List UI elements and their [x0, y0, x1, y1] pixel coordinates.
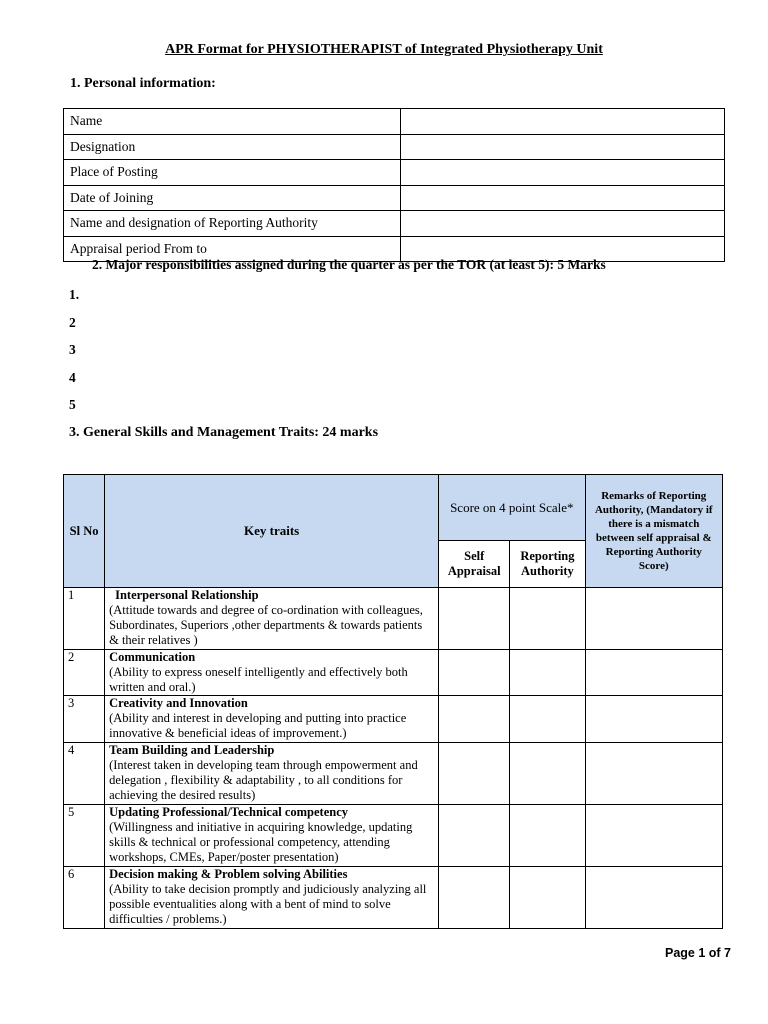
section-responsibilities-heading: 2. Major responsibilities assigned during the quarter as per the TOR (at least 5): 5 Marks — [92, 257, 606, 272]
reporting-authority-score-cell[interactable] — [510, 805, 585, 867]
responsibility-item: 1. — [69, 287, 80, 302]
header-reporting-authority: Reporting Authority — [510, 541, 585, 588]
trait-name: Decision making & Problem solving Abilities — [109, 867, 348, 881]
trait-cell — [105, 743, 439, 805]
info-value-field[interactable] — [401, 109, 725, 135]
trait-description: (Ability to express oneself intelligently and effectively both written and oral.) — [109, 665, 408, 694]
responsibilities-list — [69, 287, 79, 425]
self-appraisal-score-cell[interactable] — [439, 743, 510, 805]
personal-info-table — [63, 108, 725, 262]
trait-cell — [105, 650, 439, 696]
trait-row — [64, 867, 723, 929]
page-number: Page 1 of 7 — [665, 946, 731, 960]
info-label: Place of Posting — [64, 160, 401, 186]
trait-sl-no: 5 — [64, 805, 105, 867]
trait-description: (Ability to take decision promptly and judiciously analyzing all possible eventualities along with a bent of mind to solve difficulties / problems.) — [109, 882, 427, 926]
trait-row — [64, 588, 723, 650]
trait-description: (Ability and interest in developing and putting into practice innovative & beneficial ideas of improvement.) — [109, 711, 407, 740]
info-row — [64, 211, 725, 237]
reporting-authority-score-cell[interactable] — [510, 696, 585, 743]
info-value-field[interactable] — [401, 134, 725, 160]
responsibility-item: 2 — [69, 314, 76, 330]
self-appraisal-score-cell[interactable] — [439, 696, 510, 743]
info-row — [64, 109, 725, 135]
trait-description: (Willingness and initiative in acquiring knowledge, updating skills & technical or professional competency, attending workshops, CMEs, Paper/poster presentation) — [109, 820, 413, 864]
trait-cell — [105, 696, 439, 743]
responsibility-item: 5 — [69, 397, 76, 412]
trait-row — [64, 696, 723, 743]
responsibility-item: 4 — [69, 369, 76, 385]
info-label: Name — [64, 109, 401, 135]
section-traits-heading: 3. General Skills and Management Traits: 24 marks — [69, 425, 379, 440]
header-remarks: Remarks of Reporting Authority, (Mandatory if there is a mismatch between self appraisal & Reporting Authority Score) — [585, 475, 722, 588]
document-title: APR Format for PHYSIOTHERAPIST of Integrated Physiotherapy Unit — [165, 42, 603, 57]
trait-row — [64, 650, 723, 696]
trait-name: Communication — [109, 650, 196, 664]
info-row — [64, 134, 725, 160]
remarks-cell[interactable] — [585, 743, 722, 805]
info-label: Designation — [64, 134, 401, 160]
info-value-field[interactable] — [401, 160, 725, 186]
info-label: Appraisal period From to — [64, 236, 401, 262]
trait-description: (Attitude towards and degree of co-ordination with colleagues, Subordinates, Superiors ,other departments & towards patients & their relatives ) — [109, 603, 423, 647]
trait-name: Interpersonal Relationship — [115, 588, 259, 602]
self-appraisal-score-cell[interactable] — [439, 650, 510, 696]
self-appraisal-score-cell[interactable] — [439, 588, 510, 650]
remarks-cell[interactable] — [585, 867, 722, 929]
info-row — [64, 160, 725, 186]
trait-name: Team Building and Leadership — [109, 743, 275, 757]
trait-sl-no: 1 — [64, 588, 105, 650]
trait-sl-no: 2 — [64, 650, 105, 696]
trait-sl-no: 3 — [64, 696, 105, 743]
reporting-authority-score-cell[interactable] — [510, 743, 585, 805]
info-value-field[interactable] — [401, 185, 725, 211]
header-self-appraisal: Self Appraisal — [439, 541, 510, 588]
trait-cell — [105, 805, 439, 867]
trait-row — [64, 743, 723, 805]
header-sl-no: Sl No — [64, 475, 105, 588]
trait-description: (Interest taken in developing team through empowerment and delegation , flexibility & adaptability , to all conditions for achieving the desired results) — [109, 758, 418, 802]
responsibility-item: 3 — [69, 342, 76, 357]
header-score: Score on 4 point Scale* — [439, 475, 585, 541]
header-key-traits: Key traits — [105, 475, 439, 588]
info-row — [64, 185, 725, 211]
remarks-cell[interactable] — [585, 805, 722, 867]
remarks-cell[interactable] — [585, 650, 722, 696]
trait-name: Updating Professional/Technical competency — [109, 805, 349, 819]
info-value-field[interactable] — [401, 211, 725, 237]
info-label: Date of Joining — [64, 185, 401, 211]
trait-name: Creativity and Innovation — [109, 696, 248, 710]
trait-cell — [105, 588, 439, 650]
remarks-cell[interactable] — [585, 696, 722, 743]
reporting-authority-score-cell[interactable] — [510, 650, 585, 696]
trait-sl-no: 4 — [64, 743, 105, 805]
traits-table — [63, 474, 723, 929]
trait-row — [64, 805, 723, 867]
trait-cell — [105, 867, 439, 929]
self-appraisal-score-cell[interactable] — [439, 867, 510, 929]
trait-sl-no: 6 — [64, 867, 105, 929]
remarks-cell[interactable] — [585, 588, 722, 650]
reporting-authority-score-cell[interactable] — [510, 588, 585, 650]
info-label: Name and designation of Reporting Authority — [64, 211, 401, 237]
reporting-authority-score-cell[interactable] — [510, 867, 585, 929]
section-personal-info-heading: 1. Personal information: — [70, 76, 216, 91]
self-appraisal-score-cell[interactable] — [439, 805, 510, 867]
